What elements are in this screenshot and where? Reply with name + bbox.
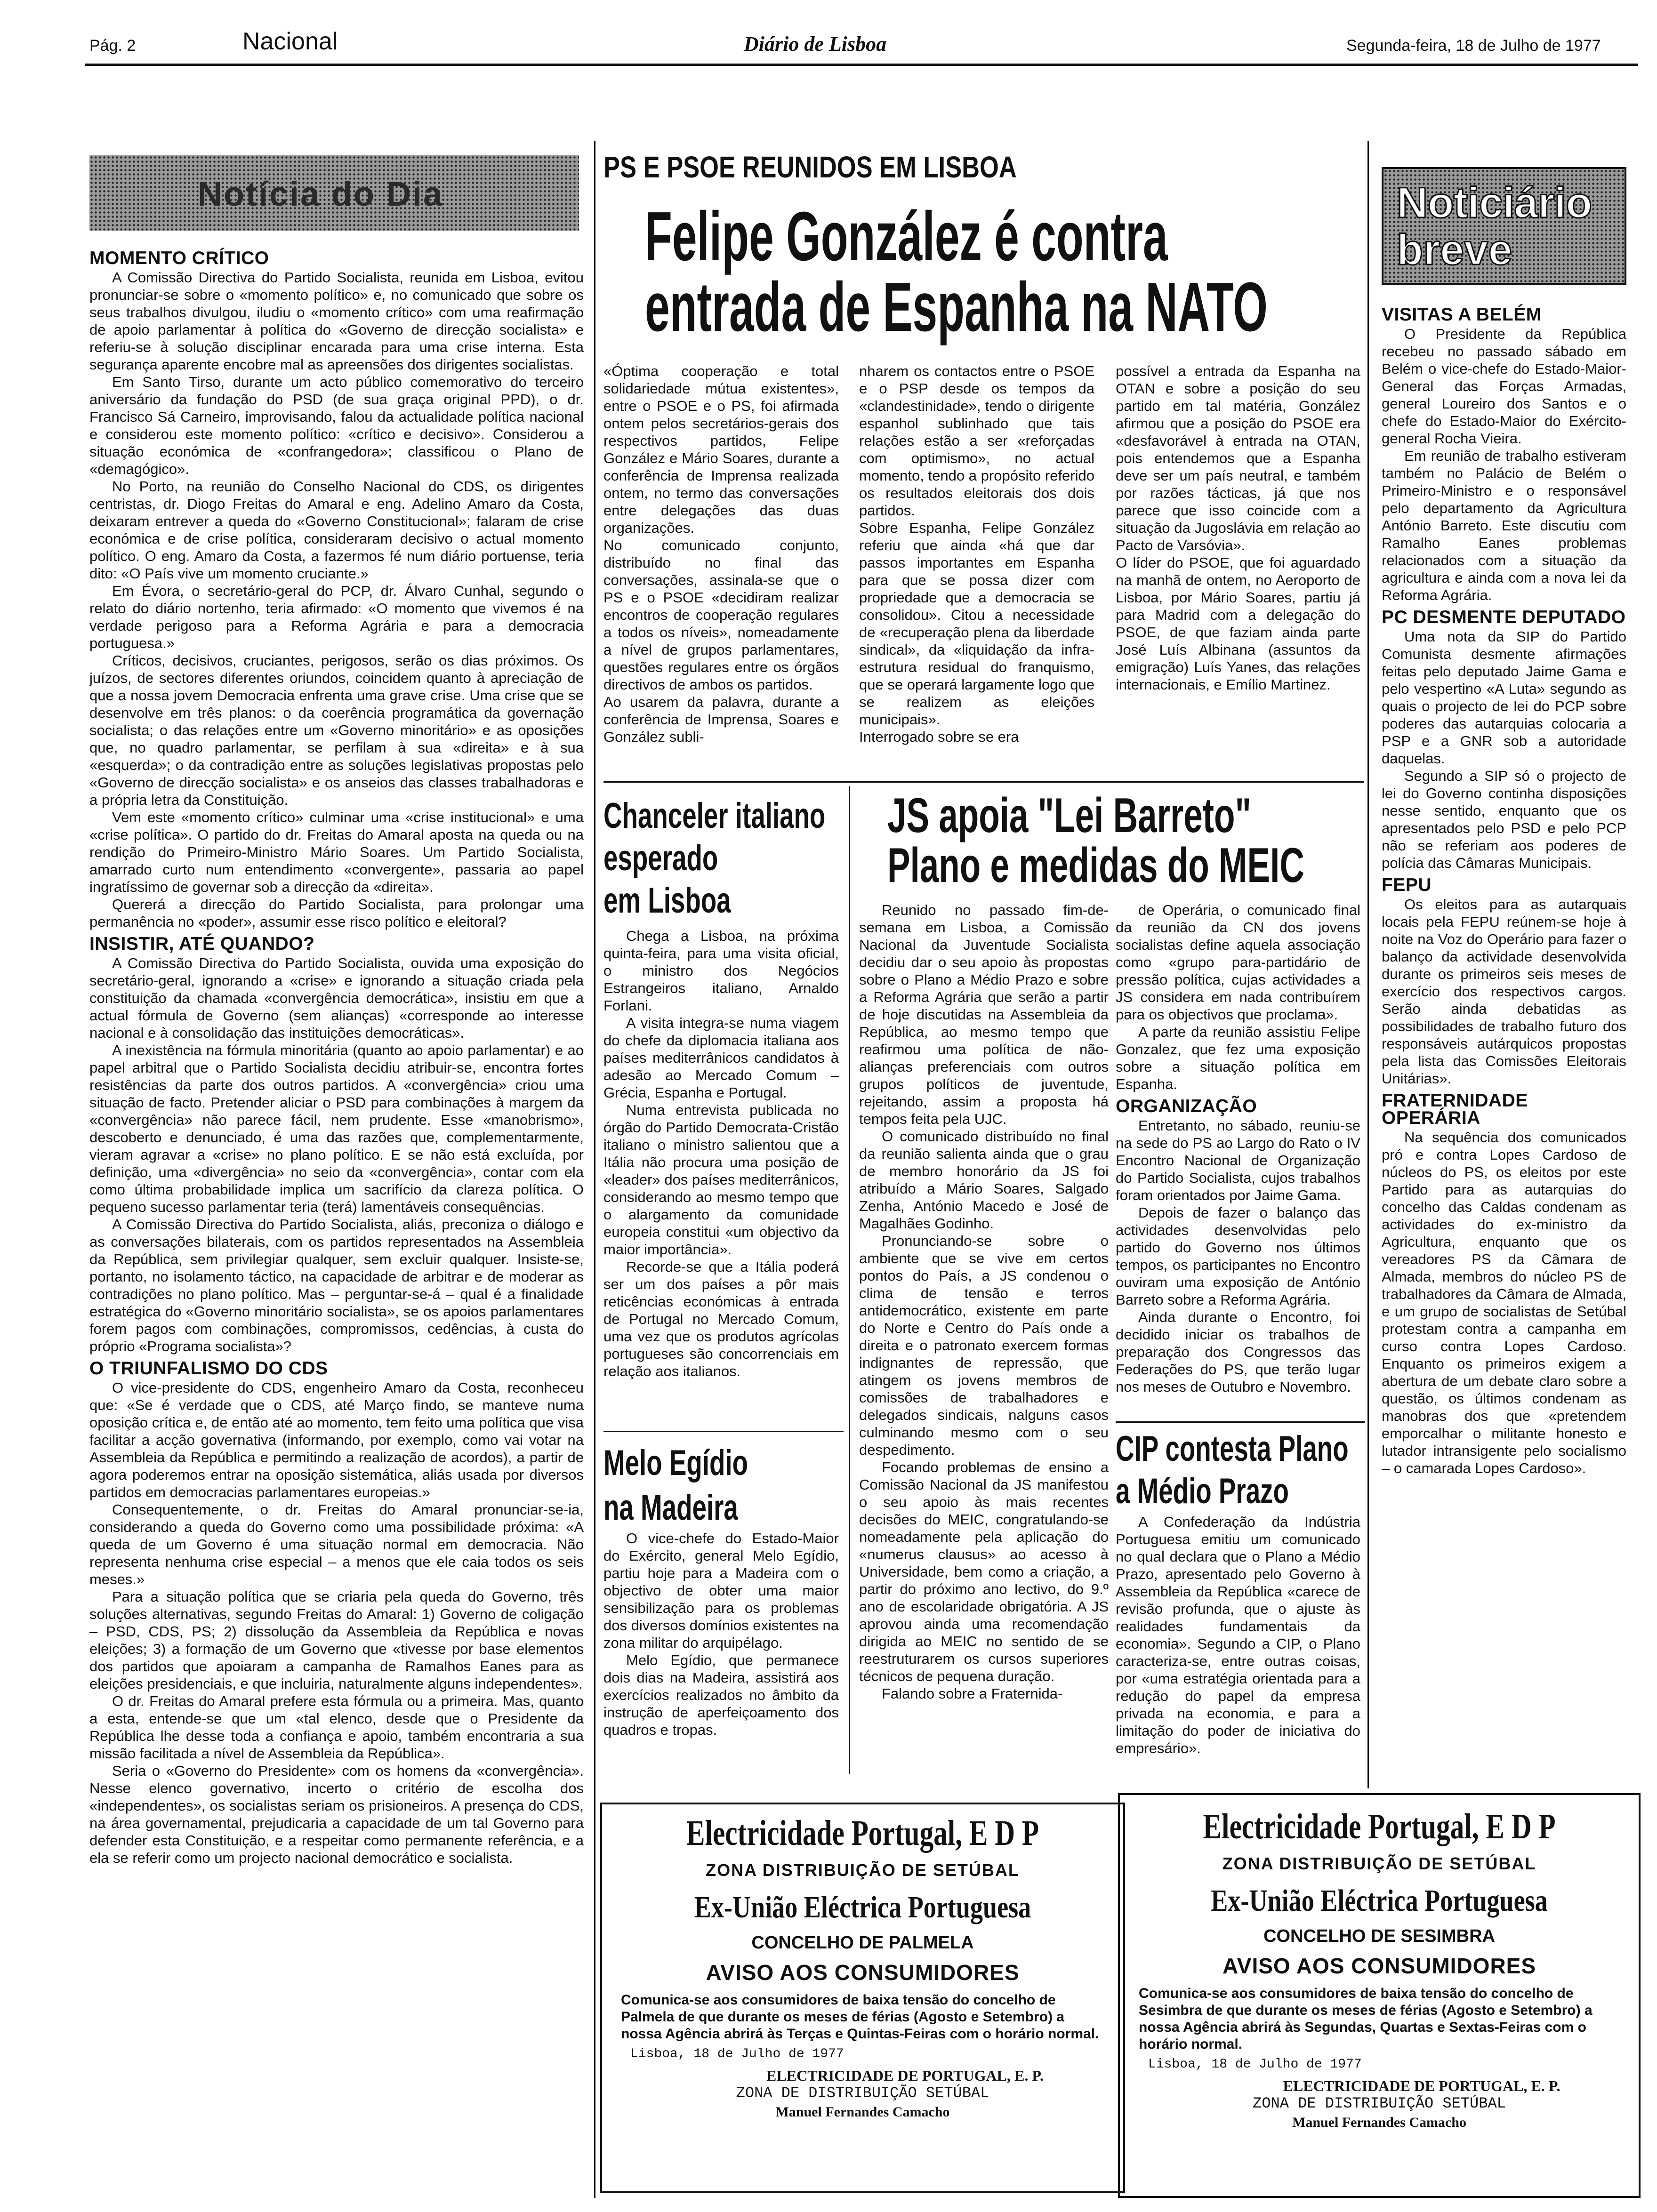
masthead: Diário de Lisboa bbox=[744, 32, 887, 56]
main-headline-line2: entrada de Espanha na NATO bbox=[645, 268, 1268, 346]
left-column-text bbox=[89, 245, 584, 2193]
paragraph: No Porto, na reunião do Conselho Nacional do CDS, os dirigentes centristas, dr. Diogo Freitas do Amaral e eng. Adelino Amaro da Costa, deixaram entrever a queda do «Governo Constitucional»; falaram de crise económica e de crise política, consideraram decisivo o actual momento político. O eng. Amaro da Costa, a fazermos fé num diário portuense, teria dito: «O País vive um momento cruciante.» bbox=[89, 478, 584, 582]
paragraph: O Presidente da República recebeu no passado sábado em Belém o vice-chefe do Estado-Maior-General das Forças Armadas, general Loureiro dos Santos e o chefe do Estado-Maior do Exército-general Rocha Vieira. bbox=[1382, 326, 1626, 447]
paragraph: Vem este «momento crítico» culminar uma «crise institucional» e uma «crise política». O partido do dr. Freitas do Amaral aposta na queda ou na rendição do Primeiro-Ministro Mário Soares. Um Partido Socialista, amarrado curto num entendimento «convergente», passaria ao papel ingratíssimo de governar sob a direcção da «direita». bbox=[89, 809, 584, 895]
column-rule bbox=[1367, 141, 1369, 1788]
ad-concelho: CONCELHO DE SESIMBRA bbox=[1263, 1926, 1495, 1946]
paragraph: A inexistência na fórmula minoritária (quanto ao apoio parlamentar) e ao papel arbitral que o Partido Socialista decidiu atribuir-se, encontra fortes resistências da parte dos outros partidos. A «convergência» criou uma situação de facto. Pretender aliciar o PSD para combinações à margem da «convergência» não parece fácil, nem prudente. Esse «manobrismo», descoberto e denunciado, é uma das razões que, complementarmente, vieram agravar a «crise» no plano político. E se não está excluída, por definição, uma «divergência» no seio da «convergência», contar com ela como última probabilidade implica um sacrifício da clareza política. O pequeno sucesso parlamentar teria (terá) lamentáveis consequências. bbox=[89, 1042, 584, 1215]
main-story-col3: possível a entrada da Espanha na OTAN e sobre a posição do seu partido em tal matéria, González afirmou que a posição do PSOE era «desfavorável à entrada na OTAN, pois entendemos que a Espanha deve ser um país neutral, e também por razões tácticas, já que nos parece que isso coincide com a situação da Jugoslávia em relação ao Pacto de Varsóvia». O líder do PSOE, que foi aguardado na manhã de ontem, no Aeroporto de Lisboa, por Mário Soares, partiu já para Madrid com a delegação do PSOE, de que faziam ainda parte José Luís Albinana (assuntos da emigração) Luís Yanes, das relações internacionais, e Emílio Martinez. bbox=[1116, 363, 1360, 693]
js-col2 bbox=[1116, 901, 1360, 1410]
paragraph: O comunicado distribuído no final da reunião salienta ainda que o grau de membro honorário da JS foi atribuído a Mário Soares, Salgado Zenha, António Macedo e José de Magalhães Godinho. bbox=[859, 1128, 1109, 1232]
melo-headline-2: na Madeira bbox=[603, 1488, 738, 1528]
chanceler-headline-1: Chanceler italiano bbox=[603, 796, 826, 836]
section-heading: VISITAS A BELÉM bbox=[1382, 305, 1542, 325]
paragraph: Consequentemente, o dr. Freitas do Amaral pronunciar-se-ia, considerando a queda do Governo como uma possibilidade próxima: «A queda de um Governo é uma situação normal em democracia. Não representa nenhuma crise especial – a menos que ele caia todos os seis meses.» bbox=[89, 1501, 584, 1587]
ad-concelho: CONCELHO DE PALMELA bbox=[751, 1933, 974, 1953]
main-story-col1: «Óptima cooperação e total solidariedade mútua existentes», entre o PSOE e o PS, foi afirmada ontem pelos secretários-gerais dos respectivos partidos, Felipe González e Mário Soares, durante a conferência de Imprensa realizada ontem, no termo das conversações entre delegações das duas organizações. No comunicado conjunto, distribuído no final das conversações, assinala-se que o PS e o PSOE «decidiram realizar encontros de cooperação regulares a todos os níveis», nomeadamente a nível de grupos parlamentares, questões regulares entre os órgãos directivos de ambos os partidos. Ao usarem da palavra, durante a conferência de Imprensa, Soares e González subli- bbox=[603, 363, 839, 745]
noticiario-title-line2: breve bbox=[1397, 226, 1512, 274]
paragraph: A Comissão Directiva do Partido Socialista, ouvida uma exposição do secretário-geral, ignorando a «crise» e ignorando a situação criada pela constituição da chamada «convergência democrática», insistiu em que a actual fórmula de Governo (sem alianças) «corresponde ao interesse nacional e à consolidação das instituições democráticas». bbox=[89, 955, 584, 1041]
paragraph: Críticos, decisivos, cruciantes, perigosos, serão os dias próximos. Os juízos, de sectores diferentes oriundos, coincidem quanto à apreciação de que a nossa jovem Democracia enfrenta uma grave crise. Uma crise que se desenvolve em três planos: o da coerência programática da governação socialista; o das relações entre um «Governo minoritário» e as oposições que, no quadro parlamentar, se perfilam à sua «direita» e à sua «esquerda»; o da contradição entre as soluções legislativas propostas pelo «Governo de direcção socialista» e os anseios das classes trabalhadoras e a própria letra da Constituição. bbox=[89, 652, 584, 808]
noticiario-text bbox=[1382, 301, 1626, 1784]
ad-signature-3: Manuel Fernandes Camacho bbox=[775, 2104, 950, 2120]
melo-headline-1: Melo Egídio bbox=[603, 1443, 748, 1483]
ad-body: Comunica-se aos consumidores de baixa tensão do concelho de Sesimbra de que durante os meses de férias (Agosto e Setembro) a nossa Agência abrirá às Segundas, Quartas e Sextas-Feiras com o horário normal. bbox=[1139, 1986, 1593, 2052]
paragraph: Quererá a direcção do Partido Socialista, para prolongar uma permanência no «poder», assumir esse risco político e eleitoral? bbox=[89, 896, 584, 930]
section-name: Nacional bbox=[242, 28, 338, 55]
paragraph: Uma nota da SIP do Partido Comunista desmente afirmações feitas pelo deputado Jaime Gama e pelo vespertino «A Luta» segundo as quais o projecto de lei do PCP sobre poderes das autarquias colocaria a PSP e a GNR sob a autoridade daquelas. bbox=[1382, 628, 1626, 767]
column-banner bbox=[89, 155, 579, 231]
paragraph: Focando problemas de ensino a Comissão Nacional da JS manifestou o seu apoio às mais recentes decisões do MEIC, congratulando-se nomeadamente pela aplicação do «numerus clausus» ao acesso à Universidade, bem como a criação, a partir do próximo ano lectivo, do 9.º ano de escolaridade obrigatória. A JS aprovou ainda uma recomendação dirigida ao MEIC no sentido de se reestruturarem os cursos superiores técnicos de pequena duração. bbox=[859, 1459, 1109, 1684]
paragraph: A Comissão Directiva do Partido Socialista, aliás, preconiza o diálogo e as conversações bilaterais, com os partidos representados na Assembleia da República, sem privilegiar qualquer, sem excluir qualquer. Insiste-se, portanto, no isolamento táctico, na capacidade de arbitrar e de moderar as contradições no plano político. Mas – perguntar-se-á – qual é a finalidade estratégica do «Governo minoritário socialista», se os apoios parlamentares forem pagos com combinações, compromissos, cedências, à custa do próprio «Programa socialista»? bbox=[89, 1216, 584, 1354]
paragraph: O dr. Freitas do Amaral prefere esta fórmula ou a primeira. Mas, quanto a esta, entende-se que um «tal elenco, desde que o Presidente da República lhe desse toda a confiança e apoio, também encontraria a sua missão facilitada a nível de Assembleia da República». bbox=[89, 1693, 584, 1762]
ad-signature-1: ELECTRICIDADE DE PORTUGAL, E. P. bbox=[766, 2067, 1044, 2084]
js-headline-line1: JS apoia "Lei Barreto" bbox=[887, 788, 1252, 843]
paragraph: Pronunciando-se sobre o ambiente que se vive em certos pontos do País, a JS condenou o clima de tensão e terros antidemocrático, existente em parte do Norte e Centro do País onde a direita e o patronato exercem formas indignantes de repressão, que atingem os jovens membros de comissões de trabalhadores e delegados sindicais, nalguns casos culminando mesmo com o seu despedimento. bbox=[859, 1233, 1109, 1458]
story-rule bbox=[1116, 1421, 1365, 1423]
ad-aviso: AVISO AOS CONSUMIDORES bbox=[1222, 1954, 1536, 1978]
section-heading: FEPU bbox=[1382, 875, 1432, 895]
paragraph: O vice-chefe do Estado-Maior do Exército, general Melo Egídio, partiu hoje para a Madeira com o objectivo de obter uma maior sensibilização para os problemas dos diversos domínios existentes na zona militar do arquipélago. bbox=[603, 1530, 839, 1651]
paragraph: Para a situação política que se criaria pela queda do Governo, três soluções alternativas, segundo Freitas do Amaral: 1) Governo de coligação – PSD, CDS, PS; 2) dissolução da Assembleia da República e novas eleições; 3) a formação de um Governo que «tivesse por base elementos dos partidos que apoiaram a campanha de Ramalhos Eanes para as eleições presidenciais, e que incluiria, naturalmente alguns independentes». bbox=[89, 1588, 584, 1692]
ad-signature-1: ELECTRICIDADE DE PORTUGAL, E. P. bbox=[1283, 2077, 1560, 2094]
ad-company: Electricidade Portugal, E D P bbox=[686, 1813, 1039, 1853]
paragraph: Reunido no passado fim-de-semana em Lisboa, a Comissão Nacional da Juventude Socialista decidiu dar o seu apoio às propostas sobre o Plano a Médio Prazo e sobre a Reforma Agrária que serão a partir de hoje discutidas na Assembleia da República, ao mesmo tempo que reafirmou uma política de não-alianças preferenciais com outros grupos políticos de juventude, rejeitando, assim a proposta há tempos feita pela UJC. bbox=[859, 902, 1109, 1127]
page-number: Pág. 2 bbox=[89, 37, 136, 55]
section-heading: O TRIUNFALISMO DO CDS bbox=[89, 1358, 328, 1378]
main-story-col2: nharem os contactos entre o PSOE e o PSP desde os tempos da «clandestinidade», tendo o dirigente espanhol sublinhado que tais relações estão a ser «reforçadas com optimismo», no actual momento, tendo a propósito referido os resultados eleitorais dos dois partidos. Sobre Espanha, Felipe González referiu que ainda «há que dar passos importantes em Espanha para que se possa dizer com propriedade que a democracia se consolidou». Citou a necessidade de «recuperação plena da liberdade sindical», da «liquidação da infra-estrutura residual do franquismo, que se operará largamente logo que se realizem as eleições municipais». Interrogado sobre se era bbox=[859, 363, 1094, 745]
paragraph: A Confederação da Indústria Portuguesa emitiu um comunicado no qual declara que o Plano a Médio Prazo, apresentado pelo Governo à Assembleia da República «carece de revisão profunda, que o ajuste às realidades fundamentais da economia». Segundo a CIP, o Plano caracteriza-se, entre outras coisas, por «uma estratégia orientada para a redução do papel da empresa privada na economia, e para a limitação do poder de iniciativa do empresário». bbox=[1116, 1514, 1360, 1756]
paragraph: de Operária, o comunicado final da reunião da CN dos jovens socialistas define aquela associação como «grupo para-partidário de pressão política, cujas actividades a JS considera em nada contribuírem para os objectivos que proclama». bbox=[1116, 902, 1360, 1023]
main-kicker: PS E PSOE REUNIDOS EM LISBOA bbox=[603, 150, 1017, 184]
paragraph: Em Évora, o secretário-geral do PCP, dr. Álvaro Cunhal, segundo o relato do diário nortenho, teria afirmado: «O momento que vivemos é na verdade perigoso para a Reforma Agrária e para a democracia portuguesa.» bbox=[89, 583, 584, 651]
ad-aviso: AVISO AOS CONSUMIDORES bbox=[706, 1960, 1020, 1985]
paragraph: A parte da reunião assistiu Felipe Gonzalez, que fez uma exposição sobre a situação política em Espanha. bbox=[1116, 1024, 1360, 1092]
ad-company: Electricidade Portugal, E D P bbox=[1203, 1807, 1556, 1846]
js-headline-line2: Plano e medidas do MEIC bbox=[887, 838, 1304, 893]
js-col1 bbox=[859, 901, 1109, 1767]
section-heading: FRATERNIDADE OPERÁRIA bbox=[1382, 1090, 1528, 1128]
main-headline-line1: Felipe González é contra bbox=[645, 198, 1168, 275]
chanceler-headline-3: em Lisboa bbox=[603, 881, 731, 921]
ad-signature-2: ZONA DE DISTRIBUIÇÃO SETÚBAL bbox=[1253, 2095, 1506, 2112]
ad-former-name: Ex-União Eléctrica Portuguesa bbox=[1211, 1883, 1548, 1918]
noticiario-title-line1: Noticiário bbox=[1397, 179, 1592, 227]
column-banner-label: Notícia do Dia bbox=[198, 176, 444, 213]
paragraph: Falando sobre a Fraternida- bbox=[882, 1685, 1063, 1702]
paragraph: Em reunião de trabalho estiveram também no Palácio de Belém o Primeiro-Ministro e o responsável pelo departamento da Agricultura António Barreto. Este discutiu com Ramalho Eanes problemas relacionados com a situação da agricultura e ainda com a nova lei da Reforma Agrária. bbox=[1382, 448, 1626, 603]
cip-headline-2: a Médio Prazo bbox=[1116, 1471, 1289, 1511]
edp-ad-sesimbra bbox=[1118, 1793, 1641, 2198]
ad-signature-3: Manuel Fernandes Camacho bbox=[1292, 2115, 1466, 2130]
paragraph: Chega a Lisboa, na próxima quinta-feira, para uma visita oficial, o ministro dos Negócios Estrangeiros italiano, Arnaldo Forlani. bbox=[603, 928, 839, 1014]
paragraph: Segundo a SIP só o projecto de lei do Governo continha disposições nesse sentido, enquanto que os apresentados pelo PSD e pelo PCP não se referiam aos poderes de polícia das Câmaras Municipais. bbox=[1382, 768, 1626, 871]
ad-date: Lisboa, 18 de Julho de 1977 bbox=[1148, 2057, 1362, 2072]
ad-body: Comunica-se aos consumidores de baixa tensão do concelho de Palmela de que durante os meses de férias (Agosto e Setembro) a nossa Agência abrirá às Terças e Quintas-Feiras com o horário normal. bbox=[621, 1992, 1099, 2042]
story-rule bbox=[603, 1431, 844, 1432]
ad-signature-2: ZONA DE DISTRIBUIÇÃO SETÚBAL bbox=[736, 2084, 989, 2102]
noticiario-banner bbox=[1382, 167, 1626, 285]
chanceler-headline-2: esperado bbox=[603, 838, 718, 878]
paragraph: A visita integra-se numa viagem do chefe da diplomacia italiana aos países mediterrânicos candidatos à adesão ao Mercado Comum – Grécia, Espanha e Portugal. bbox=[603, 1015, 839, 1101]
cip-headline-1: CIP contesta Plano bbox=[1116, 1429, 1349, 1469]
issue-date: Segunda-feira, 18 de Julho de 1977 bbox=[1346, 37, 1601, 55]
paragraph: Na sequência dos comunicados pró e contra Lopes Cardoso de núcleos do PS, os eleitos por este Partido para as autarquias do concelho das Caldas condenam as actividades do ex-ministro da Agricultura, enquanto que os vereadores PS da Câmara de Almada, membros do núcleo PS de trabalhadores da Câmara de Almada, e um grupo de socialistas de Setúbal protestam contra a campanha em curso contra Lopes Cardoso. Enquanto os primeiros exigem a abertura de um debate claro sobre a questão, os últimos condenam as manobras dos que «pretendem emporcalhar o militante honesto e lutador intransigente pelo socialismo – o camarada Lopes Cardoso». bbox=[1382, 1129, 1626, 1476]
paragraph: Melo Egídio, que permanece dois dias na Madeira, assistirá aos exercícios realizados no âmbito da instrução de aperfeiçoamento dos quadros e tropas. bbox=[603, 1652, 839, 1738]
ad-former-name: Ex-União Eléctrica Portuguesa bbox=[694, 1890, 1031, 1924]
story-rule bbox=[603, 781, 1364, 783]
section-heading: PC DESMENTE DEPUTADO bbox=[1382, 607, 1626, 627]
paragraph: Entretanto, no sábado, reuniu-se na sede do PS ao Largo do Rato o IV Encontro Nacional de Organização do Partido Socialista, cujos trabalhos foram orientados por Jaime Gama. bbox=[1116, 1117, 1360, 1203]
header-rule bbox=[85, 64, 1638, 66]
paragraph: O vice-presidente do CDS, engenheiro Amaro da Costa, reconheceu que: «Se é verdade que o CDS, até Março findo, se manteve numa oposição crítica e, de então até ao momento, tem feito uma política que visa facilitar a acção governativa (informando, por exemplo, como vai votar na Assembleia da República e permitindo a realização de acordos), a partir de agora poderemos entrar na oposição sistemática, aliás usada por diversos partidos em democracias parlamentares europeias.» bbox=[89, 1379, 584, 1500]
column-rule bbox=[849, 786, 850, 1774]
paragraph: Os eleitos para as autarquais locais pela FEPU reúnem-se hoje à noite na Voz do Operário para fazer o balanço da actividade desenvolvida durante os primeiros seis meses de exercício dos respectivos cargos. Serão ainda debatidas as possibilidades de trabalho futuro dos responsáveis autárquicos propostas pela lista das Comissões Eleitorais Unitárias». bbox=[1382, 896, 1626, 1087]
melo-text bbox=[603, 1530, 839, 1746]
paragraph: Numa entrevista publicada no órgão do Partido Democrata-Cristão italiano o ministro salientou que a Itália não procura uma posição de «leader» dos países mediterrânicos, considerando ao mesmo tempo que o alargamento da comunidade europeia constitui «um objectivo da maior importância». bbox=[603, 1102, 839, 1258]
paragraph: Seria o «Governo do Presidente» com os homens da «convergência». Nesse elenco governativo, incerto o critério de escolha dos «independentes», os socialistas seriam os prisioneiros. A presença do CDS, na área governamental, prejudicaria a capacidade de um tal Governo para defender esta Constituição, e a respeitar como permanente referência, e a ela se referir como um projecto nacional democrático e socialista. bbox=[89, 1763, 584, 1866]
chanceler-text bbox=[603, 927, 839, 1412]
ad-date: Lisboa, 18 de Julho de 1977 bbox=[630, 2047, 844, 2061]
paragraph: Recorde-se que a Itália poderá ser um dos países a pôr mais reticências económicas à entrada de Portugal no Mercado Comum, uma vez que os produtos agrícolas portugueses são concorrenciais em relação aos italianos. bbox=[603, 1258, 839, 1379]
column-rule bbox=[594, 141, 595, 2198]
paragraph: Ainda durante o Encontro, foi decidido iniciar os trabalhos de preparação dos Congressos das Federações do PS, que terão lugar nos meses de Outubro e Novembro. bbox=[1116, 1309, 1360, 1395]
ad-zone: ZONA DISTRIBUIÇÃO DE SETÚBAL bbox=[1222, 1854, 1536, 1873]
section-heading: MOMENTO CRÍTICO bbox=[89, 248, 269, 268]
cip-text bbox=[1116, 1513, 1360, 1758]
paragraph: Em Santo Tirso, durante um acto público comemorativo do terceiro aniversário da fundação do PSD (de sua graça original PPD), o dr. Francisco Sá Carneiro, improvisando, falou da actualidade política nacional e considerou este momento político: «crítico e decisivo». Considerou a situação económica de «confrangedora»; classificou o Plano de «demagógico». bbox=[89, 374, 584, 477]
paragraph: A Comissão Directiva do Partido Socialista, reunida em Lisboa, evitou pronunciar-se sobre o «momento político» e, no comunicado que sobre os seus trabalhos divulgou, iludiu o «momento crítico» com uma reafirmação de apoio parlamentar à política do «Governo de direcção socialista» e referiu-se à solução disciplinar encarada para uma crise interna. Esta segurança aparente encobre mal as apreensões dos dirigentes socialistas. bbox=[89, 269, 584, 373]
section-heading: ORGANIZAÇÃO bbox=[1116, 1096, 1257, 1116]
paragraph: Depois de fazer o balanço das actividades desenvolvidas pelo partido do Governo nos últimos tempos, os participantes no Encontro ouviram uma exposição de António Barreto sobre a Reforma Agrária. bbox=[1116, 1204, 1360, 1308]
section-heading: INSISTIR, ATÉ QUANDO? bbox=[89, 934, 315, 954]
edp-ad-palmela bbox=[600, 1803, 1125, 2193]
ad-zone: ZONA DISTRIBUIÇÃO DE SETÚBAL bbox=[706, 1860, 1020, 1880]
